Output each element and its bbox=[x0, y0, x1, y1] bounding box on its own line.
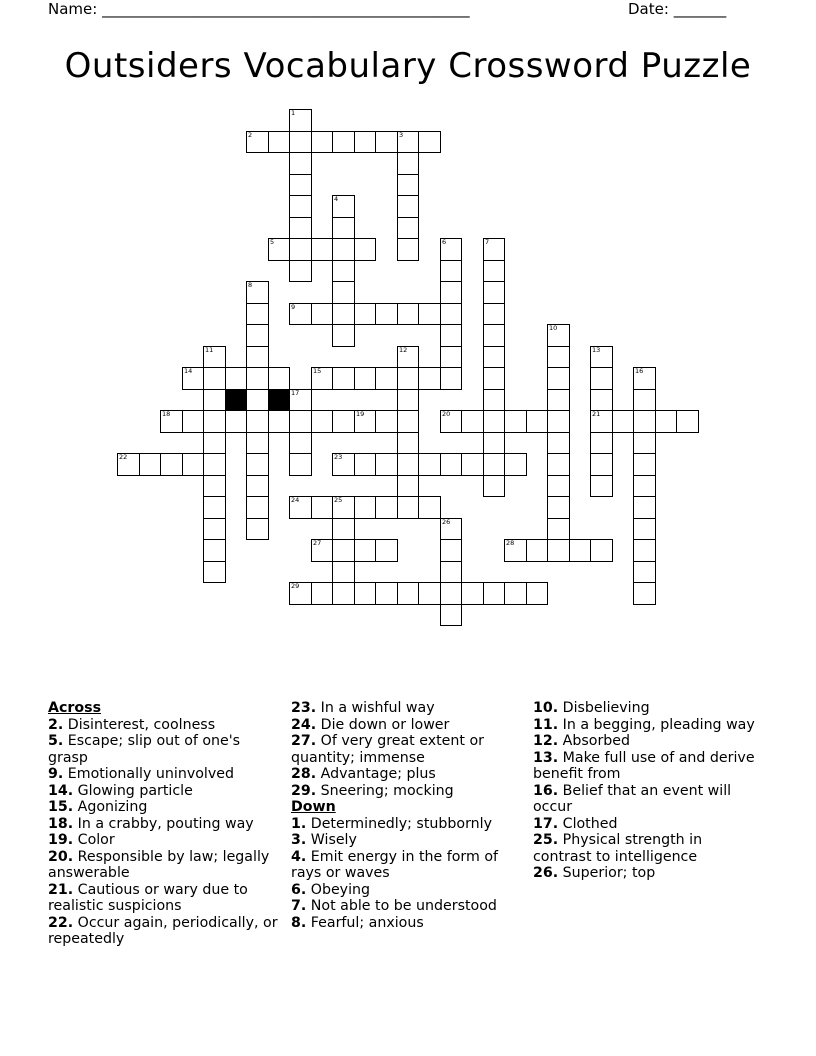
grid-cell[interactable] bbox=[547, 518, 570, 540]
across-clue-15: 15. Agonizing bbox=[48, 799, 148, 815]
grid-cell[interactable] bbox=[289, 131, 312, 153]
grid-cell[interactable] bbox=[418, 303, 441, 325]
grid-cell[interactable] bbox=[547, 432, 570, 454]
cell-number: 26 bbox=[442, 518, 451, 526]
down-clue-8: 8. Fearful; anxious bbox=[291, 914, 424, 931]
grid-cell[interactable] bbox=[397, 410, 419, 433]
grid-cell[interactable] bbox=[332, 582, 355, 605]
grid-cell[interactable] bbox=[354, 303, 376, 325]
date-label: Date: bbox=[628, 0, 669, 18]
cell-number: 5 bbox=[270, 238, 275, 246]
black-cell bbox=[225, 389, 247, 411]
grid-cell[interactable] bbox=[547, 453, 570, 476]
grid-cell[interactable] bbox=[461, 582, 484, 605]
grid-cell[interactable] bbox=[504, 453, 527, 476]
grid-cell[interactable] bbox=[590, 346, 613, 368]
grid-cell[interactable] bbox=[547, 475, 570, 497]
down-heading: Down bbox=[291, 799, 336, 815]
cell-number: 4 bbox=[334, 195, 339, 203]
grid-cell[interactable] bbox=[246, 367, 269, 390]
grid-cell[interactable] bbox=[203, 561, 226, 583]
cell-number: 20 bbox=[442, 410, 451, 418]
grid-cell[interactable] bbox=[504, 539, 527, 562]
grid-cell[interactable] bbox=[483, 432, 505, 454]
grid-cell[interactable] bbox=[225, 410, 247, 433]
cell-number: 13 bbox=[592, 346, 601, 354]
grid-cell[interactable] bbox=[289, 260, 312, 282]
down-clue-26: 26. Superior; top bbox=[533, 865, 656, 881]
grid-cell[interactable] bbox=[483, 303, 505, 325]
grid-cell[interactable] bbox=[117, 453, 140, 476]
grid-cell[interactable] bbox=[289, 582, 312, 605]
grid-cell[interactable] bbox=[289, 174, 312, 196]
across-clue-22: 22. Occur again, periodically, or repeatedly bbox=[48, 914, 278, 947]
grid-cell[interactable] bbox=[483, 410, 505, 433]
grid-cell[interactable] bbox=[203, 453, 226, 476]
grid-cell[interactable] bbox=[311, 410, 333, 433]
grid-cell[interactable] bbox=[526, 539, 548, 562]
down-clue-17: 17. Clothed bbox=[533, 815, 618, 832]
grid-cell[interactable] bbox=[246, 303, 269, 325]
across-clue-29: 29. Sneering; mocking bbox=[291, 782, 454, 799]
cell-number: 11 bbox=[205, 346, 214, 354]
cell-number: 23 bbox=[334, 453, 343, 461]
grid-cell[interactable] bbox=[483, 324, 505, 347]
grid-cell[interactable] bbox=[375, 539, 398, 562]
grid-cell[interactable] bbox=[440, 260, 462, 282]
grid-cell[interactable] bbox=[418, 496, 441, 519]
grid-cell[interactable] bbox=[547, 410, 570, 433]
grid-cell[interactable] bbox=[268, 131, 290, 153]
grid-cell[interactable] bbox=[547, 324, 570, 347]
black-cell bbox=[268, 389, 290, 411]
grid-cell[interactable] bbox=[139, 453, 161, 476]
grid-cell[interactable] bbox=[354, 453, 376, 476]
grid-cell[interactable] bbox=[332, 324, 355, 347]
grid-cell[interactable] bbox=[483, 367, 505, 390]
cell-number: 15 bbox=[313, 367, 322, 375]
grid-cell[interactable] bbox=[375, 303, 398, 325]
cell-number: 17 bbox=[291, 389, 300, 397]
grid-cell[interactable] bbox=[590, 389, 613, 411]
grid-cell[interactable] bbox=[440, 518, 462, 540]
grid-cell[interactable] bbox=[160, 410, 183, 433]
grid-cell[interactable] bbox=[246, 496, 269, 519]
across-clue-2: 2. Disinterest, coolness bbox=[48, 716, 216, 733]
grid-cell[interactable] bbox=[633, 453, 656, 476]
grid-cell[interactable] bbox=[526, 582, 548, 605]
grid-cell[interactable] bbox=[375, 453, 398, 476]
name-blank[interactable]: _________________________________________________ bbox=[102, 0, 470, 18]
grid-cell[interactable] bbox=[225, 367, 247, 390]
grid-cell[interactable] bbox=[397, 367, 419, 390]
cell-number: 10 bbox=[549, 324, 558, 332]
grid-cell[interactable] bbox=[332, 410, 355, 433]
grid-cell[interactable] bbox=[418, 367, 441, 390]
grid-cell[interactable] bbox=[418, 131, 441, 153]
cell-number: 14 bbox=[184, 367, 193, 375]
grid-cell[interactable] bbox=[332, 539, 355, 562]
cell-number: 22 bbox=[119, 453, 128, 461]
grid-cell[interactable] bbox=[547, 496, 570, 519]
across-clue-18: 18. In a crabby, pouting way bbox=[48, 815, 254, 832]
grid-cell[interactable] bbox=[354, 410, 376, 433]
grid-cell[interactable] bbox=[203, 389, 226, 411]
down-clue-25: 25. Physical strength in contrast to intelligence bbox=[533, 832, 703, 865]
grid-cell[interactable] bbox=[203, 496, 226, 519]
grid-cell[interactable] bbox=[547, 539, 570, 562]
grid-cell[interactable] bbox=[332, 561, 355, 583]
grid-cell[interactable] bbox=[289, 238, 312, 261]
grid-cell[interactable] bbox=[246, 324, 269, 347]
down-clue-3: 3. Wisely bbox=[291, 832, 357, 848]
grid-cell[interactable] bbox=[311, 303, 333, 325]
grid-cell[interactable] bbox=[440, 582, 462, 605]
grid-cell[interactable] bbox=[655, 410, 677, 433]
cell-number: 27 bbox=[313, 539, 322, 547]
clues-column-1 bbox=[48, 700, 280, 948]
grid-cell[interactable] bbox=[590, 539, 613, 562]
grid-cell[interactable] bbox=[203, 475, 226, 497]
grid-cell[interactable] bbox=[246, 453, 269, 476]
grid-cell[interactable] bbox=[440, 281, 462, 304]
grid-cell[interactable] bbox=[483, 582, 505, 605]
grid-cell[interactable] bbox=[633, 539, 656, 562]
grid-cell[interactable] bbox=[547, 389, 570, 411]
grid-cell[interactable] bbox=[440, 453, 462, 476]
across-clue-14: 14. Glowing particle bbox=[48, 782, 193, 799]
grid-cell[interactable] bbox=[268, 238, 290, 261]
across-clue-28: 28. Advantage; plus bbox=[291, 766, 436, 782]
clues-column-3 bbox=[533, 700, 765, 882]
grid-cell[interactable] bbox=[311, 367, 333, 390]
grid-cell[interactable] bbox=[332, 281, 355, 304]
grid-cell[interactable] bbox=[590, 367, 613, 390]
down-clue-1: 1. Determinedly; stubbornly bbox=[291, 815, 492, 832]
grid-cell[interactable] bbox=[246, 410, 269, 433]
cell-number: 28 bbox=[506, 539, 515, 547]
grid-cell[interactable] bbox=[397, 152, 419, 175]
grid-cell[interactable] bbox=[440, 410, 462, 433]
grid-cell[interactable] bbox=[289, 152, 312, 175]
grid-cell[interactable] bbox=[246, 389, 269, 411]
grid-cell[interactable] bbox=[160, 453, 183, 476]
grid-cell[interactable] bbox=[504, 410, 527, 433]
grid-cell[interactable] bbox=[354, 367, 376, 390]
down-clue-11: 11. In a begging, pleading way bbox=[533, 716, 755, 733]
across-clue-5: 5. Escape; slip out of one's grasp bbox=[48, 733, 241, 766]
clues-column-2 bbox=[291, 700, 523, 931]
grid-cell[interactable] bbox=[246, 432, 269, 454]
grid-cell[interactable] bbox=[182, 367, 204, 390]
cell-number: 19 bbox=[356, 410, 365, 418]
grid-cell[interactable] bbox=[332, 260, 355, 282]
grid-cell[interactable] bbox=[590, 453, 613, 476]
grid-cell[interactable] bbox=[182, 453, 204, 476]
grid-cell[interactable] bbox=[311, 539, 333, 562]
down-clue-6: 6. Obeying bbox=[291, 881, 371, 898]
grid-cell[interactable] bbox=[633, 582, 656, 605]
grid-cell[interactable] bbox=[203, 367, 226, 390]
grid-cell[interactable] bbox=[418, 453, 441, 476]
grid-cell[interactable] bbox=[332, 367, 355, 390]
grid-cell[interactable] bbox=[332, 453, 355, 476]
grid-cell[interactable] bbox=[397, 389, 419, 411]
grid-cell[interactable] bbox=[590, 475, 613, 497]
grid-cell[interactable] bbox=[569, 539, 591, 562]
cell-number: 16 bbox=[635, 367, 644, 375]
grid-cell[interactable] bbox=[289, 453, 312, 476]
cell-number: 12 bbox=[399, 346, 408, 354]
grid-cell[interactable] bbox=[397, 582, 419, 605]
cell-number: 1 bbox=[291, 109, 296, 117]
grid-cell[interactable] bbox=[246, 281, 269, 304]
cell-number: 8 bbox=[248, 281, 253, 289]
grid-cell[interactable] bbox=[203, 539, 226, 562]
grid-cell[interactable] bbox=[375, 131, 398, 153]
grid-cell[interactable] bbox=[440, 346, 462, 368]
cell-number: 18 bbox=[162, 410, 171, 418]
grid-cell[interactable] bbox=[633, 561, 656, 583]
grid-cell[interactable] bbox=[246, 346, 269, 368]
grid-cell[interactable] bbox=[203, 432, 226, 454]
grid-cell[interactable] bbox=[397, 453, 419, 476]
grid-cell[interactable] bbox=[332, 303, 355, 325]
cell-number: 29 bbox=[291, 582, 300, 590]
down-clue-4: 4. Emit energy in the form of rays or waves bbox=[291, 848, 499, 881]
across-clue-9: 9. Emotionally uninvolved bbox=[48, 766, 234, 782]
grid-cell[interactable] bbox=[397, 475, 419, 497]
grid-cell[interactable] bbox=[354, 539, 376, 562]
grid-cell[interactable] bbox=[332, 131, 355, 153]
grid-cell[interactable] bbox=[483, 281, 505, 304]
grid-cell[interactable] bbox=[375, 582, 398, 605]
grid-cell[interactable] bbox=[289, 217, 312, 239]
cell-number: 21 bbox=[592, 410, 601, 418]
grid-cell[interactable] bbox=[547, 367, 570, 390]
grid-cell[interactable] bbox=[203, 518, 226, 540]
grid-cell[interactable] bbox=[397, 238, 419, 261]
across-clue-21: 21. Cautious or wary due to realistic suspicions bbox=[48, 881, 248, 914]
across-clue-27: 27. Of very great extent or quantity; immense bbox=[291, 733, 484, 766]
grid-cell[interactable] bbox=[375, 410, 398, 433]
across-clue-24: 24. Die down or lower bbox=[291, 716, 450, 733]
grid-cell[interactable] bbox=[289, 432, 312, 454]
grid-cell[interactable] bbox=[311, 582, 333, 605]
grid-cell[interactable] bbox=[633, 410, 656, 433]
down-clue-12: 12. Absorbed bbox=[533, 733, 631, 749]
grid-cell[interactable] bbox=[633, 367, 656, 390]
grid-cell[interactable] bbox=[182, 410, 204, 433]
grid-cell[interactable] bbox=[547, 346, 570, 368]
grid-cell[interactable] bbox=[440, 367, 462, 390]
grid-cell[interactable] bbox=[504, 582, 527, 605]
grid-cell[interactable] bbox=[268, 410, 290, 433]
grid-cell[interactable] bbox=[397, 496, 419, 519]
grid-cell[interactable] bbox=[397, 174, 419, 196]
grid-cell[interactable] bbox=[633, 432, 656, 454]
grid-cell[interactable] bbox=[590, 432, 613, 454]
across-clue-20: 20. Responsible by law; legally answerable bbox=[48, 848, 270, 881]
grid-cell[interactable] bbox=[440, 238, 462, 261]
grid-cell[interactable] bbox=[633, 389, 656, 411]
cell-number: 24 bbox=[291, 496, 300, 504]
down-clue-13: 13. Make full use of and derive benefit from bbox=[533, 749, 755, 782]
grid-cell[interactable] bbox=[633, 475, 656, 497]
grid-cell[interactable] bbox=[332, 238, 355, 261]
grid-cell[interactable] bbox=[203, 346, 226, 368]
grid-cell[interactable] bbox=[311, 238, 333, 261]
grid-cell[interactable] bbox=[526, 410, 548, 433]
grid-cell[interactable] bbox=[311, 496, 333, 519]
grid-cell[interactable] bbox=[483, 453, 505, 476]
grid-cell[interactable] bbox=[676, 410, 699, 433]
grid-cell[interactable] bbox=[354, 496, 376, 519]
grid-cell[interactable] bbox=[332, 496, 355, 519]
date-blank[interactable]: _______ bbox=[673, 0, 727, 18]
grid-cell[interactable] bbox=[418, 582, 441, 605]
grid-cell[interactable] bbox=[246, 475, 269, 497]
cell-number: 9 bbox=[291, 303, 296, 311]
grid-cell[interactable] bbox=[332, 518, 355, 540]
grid-cell[interactable] bbox=[440, 604, 462, 626]
grid-cell[interactable] bbox=[246, 518, 269, 540]
down-clue-10: 10. Disbelieving bbox=[533, 700, 650, 716]
page-title: Outsiders Vocabulary Crossword Puzzle bbox=[64, 46, 752, 86]
grid-cell[interactable] bbox=[375, 367, 398, 390]
grid-cell[interactable] bbox=[483, 389, 505, 411]
grid-cell[interactable] bbox=[289, 195, 312, 218]
grid-cell[interactable] bbox=[354, 238, 376, 261]
cell-number: 2 bbox=[248, 131, 253, 139]
grid-cell[interactable] bbox=[397, 195, 419, 218]
across-clue-23: 23. In a wishful way bbox=[291, 700, 435, 716]
grid-cell[interactable] bbox=[354, 582, 376, 605]
grid-cell[interactable] bbox=[289, 389, 312, 411]
down-clue-16: 16. Belief that an event will occur bbox=[533, 782, 732, 815]
grid-cell[interactable] bbox=[203, 410, 226, 433]
grid-cell[interactable] bbox=[311, 131, 333, 153]
grid-cell[interactable] bbox=[397, 217, 419, 239]
cell-number: 3 bbox=[399, 131, 404, 139]
grid-cell[interactable] bbox=[289, 410, 312, 433]
grid-cell[interactable] bbox=[440, 539, 462, 562]
cell-number: 25 bbox=[334, 496, 343, 504]
cell-number: 7 bbox=[485, 238, 490, 246]
name-label: Name: bbox=[48, 0, 98, 18]
grid-cell[interactable] bbox=[633, 496, 656, 519]
grid-cell[interactable] bbox=[483, 346, 505, 368]
grid-cell[interactable] bbox=[246, 131, 269, 153]
across-heading: Across bbox=[48, 700, 102, 716]
grid-cell[interactable] bbox=[332, 217, 355, 239]
grid-cell[interactable] bbox=[461, 410, 484, 433]
grid-cell[interactable] bbox=[612, 410, 634, 433]
grid-cell[interactable] bbox=[440, 324, 462, 347]
grid-cell[interactable] bbox=[440, 561, 462, 583]
grid-cell[interactable] bbox=[633, 518, 656, 540]
grid-cell[interactable] bbox=[483, 238, 505, 261]
grid-cell[interactable] bbox=[332, 195, 355, 218]
cell-number: 6 bbox=[442, 238, 447, 246]
grid-cell[interactable] bbox=[289, 303, 312, 325]
across-clue-19: 19. Color bbox=[48, 832, 115, 848]
grid-cell[interactable] bbox=[268, 367, 290, 390]
grid-cell[interactable] bbox=[461, 453, 484, 476]
grid-cell[interactable] bbox=[375, 496, 398, 519]
grid-cell[interactable] bbox=[483, 475, 505, 497]
down-clue-7: 7. Not able to be understood bbox=[291, 898, 497, 914]
grid-cell[interactable] bbox=[483, 260, 505, 282]
grid-cell[interactable] bbox=[354, 131, 376, 153]
grid-cell[interactable] bbox=[397, 432, 419, 454]
grid-cell[interactable] bbox=[590, 410, 613, 433]
grid-cell[interactable] bbox=[397, 346, 419, 368]
grid-cell[interactable] bbox=[440, 303, 462, 325]
grid-cell[interactable] bbox=[397, 131, 419, 153]
grid-cell[interactable] bbox=[289, 496, 312, 519]
grid-cell[interactable] bbox=[289, 109, 312, 132]
grid-cell[interactable] bbox=[397, 303, 419, 325]
